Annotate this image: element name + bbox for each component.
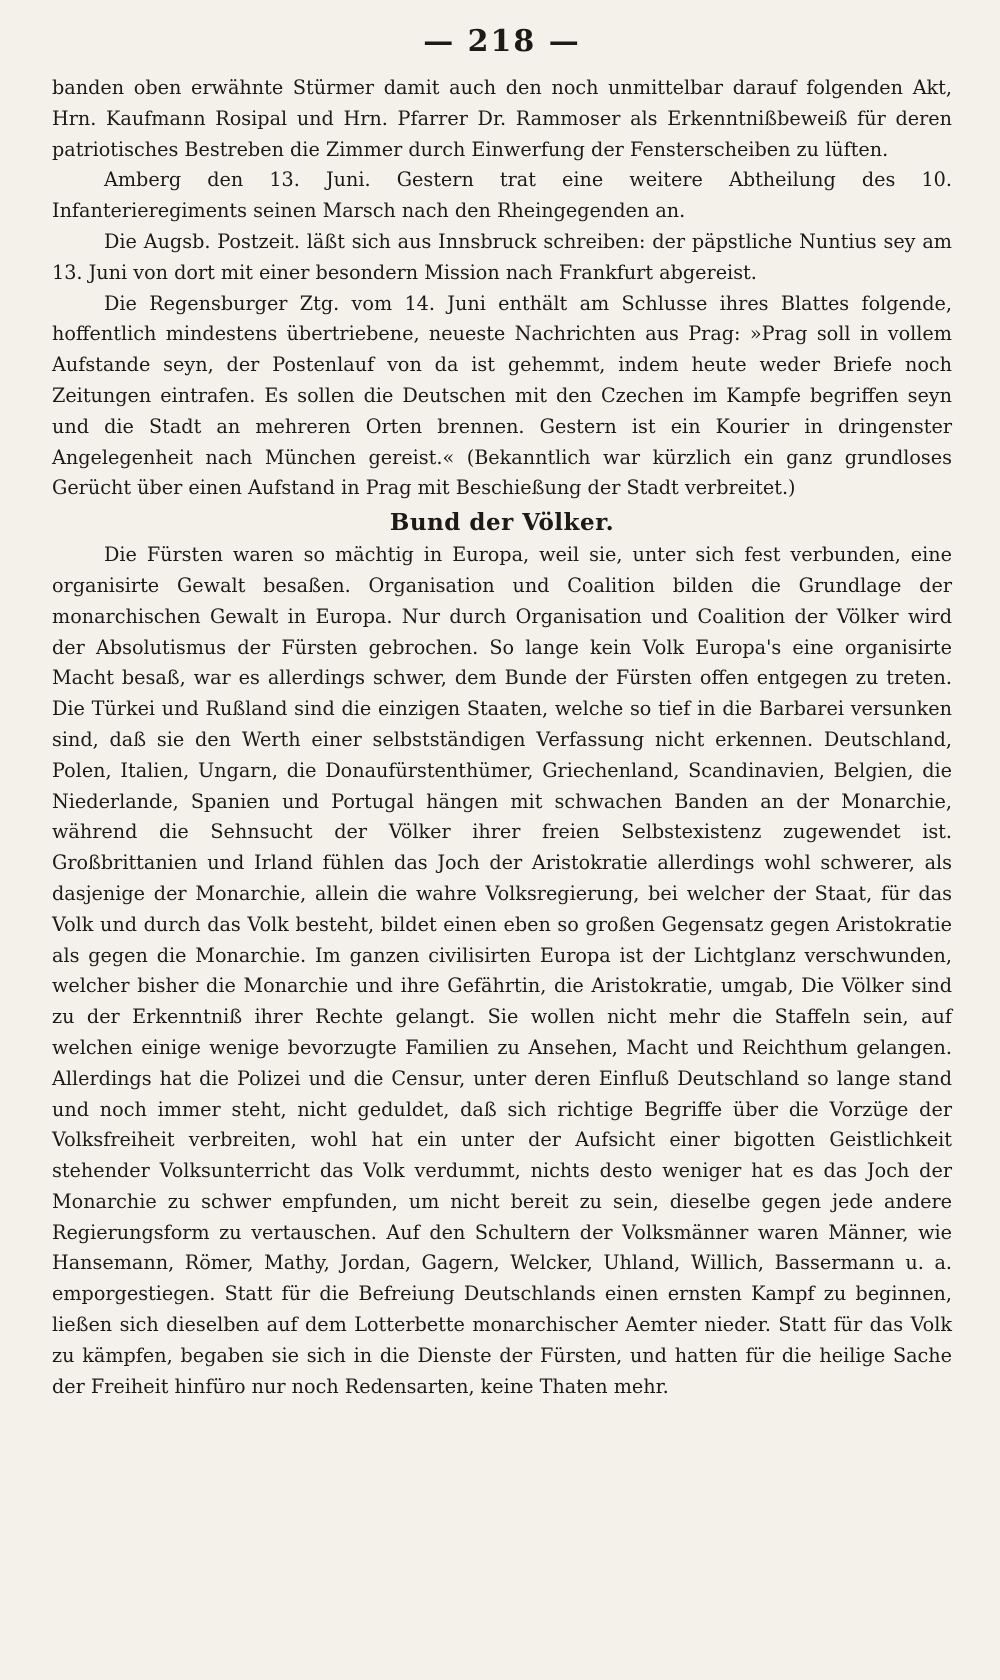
paragraph-amberg-news: Amberg den 13. Juni. Gestern trat eine weitere Abtheilung des 10. Infanterieregiments seinen Marsch nach den Rheingegenden an. bbox=[52, 168, 952, 223]
paragraph-continuation: banden oben erwähnte Stürmer damit auch den noch unmittelbar darauf folgenden Akt, Hrn. Kaufmann Rosipal und Hrn. Pfarrer Dr. Rammoser als Erkenntnißbeweiß für deren patriotisches Bestreben die Zimmer durch Einwerfung der Fensterscheiben zu lüften. bbox=[52, 76, 952, 161]
paragraph-innsbruck-news: Die Augsb. Postzeit. läßt sich aus Innsbruck schreiben: der päpstliche Nuntius sey am 13. Juni von dort mit einer besondern Mission nach Frankfurt abgereist. bbox=[52, 229, 952, 284]
page-number: — 218 — bbox=[423, 24, 581, 59]
section-body-paragraph: Die Fürsten waren so mächtig in Europa, weil sie, unter sich fest verbunden, eine organisirte Gewalt besaßen. Organisation und Coalition bilden die Grundlage der monarchischen Gewalt in Europa. Nur durch Organisation und Coalition der Völker wird der Absolutismus der Fürsten gebrochen. So lange kein Volk Europa's eine organisirte Macht besaß, war es allerdings schwer, dem Bunde der Fürsten offen entgegen zu treten. Die Türkei und Rußland sind die einzigen Staaten, welche so tief in die Barbarei versunken sind, daß sie den Werth einer selbstständigen Verfassung nicht erkennen. Deutschland, Polen, Italien, Ungarn, die Donaufürstenthümer, Griechenland, Scandinavien, Belgien, die Niederlande, Spanien und Portugal hängen mit schwachen Banden an der Monarchie, während die Sehnsucht der Völker ihrer freien Selbstexistenz zugewendet ist. Großbrittanien und Irland fühlen das Joch der Aristokratie allerdings wohl schwerer, als dasjenige der Monarchie, allein die wahre Volksregierung, bei welcher der Staat, für das Volk und durch das Volk besteht, bildet einen eben so großen Gegensatz gegen Aristokratie als gegen die Monarchie. Im ganzen civilisirten Europa ist der Lichtglanz verschwunden, welcher bisher die Monarchie und ihre Gefährtin, die Aristokratie, umgab, Die Völker sind zu der Erkenntniß ihrer Rechte gelangt. Sie wollen nicht mehr die Staffeln sein, auf welchen einige wenige bevorzugte Familien zu Ansehen, Macht und Reichthum gelangen. Allerdings hat die Polizei und die Censur, unter deren Einfluß Deutschland so lange stand und noch immer steht, nicht geduldet, daß sich richtige Begriffe über die Vorzüge der Volksfreiheit verbreiten, wohl hat ein unter der Aufsicht einer bigotten Geistlichkeit stehender Volksunterricht das Volk verdummt, nichts desto weniger hat es das Joch der Monarchie zu schwer empfunden, um nicht bereit zu sein, dieselbe gegen jede andere Regierungsform zu vertauschen. Auf den Schultern der Volksmänner waren Männer, wie Hansemann, Römer, Mathy, Jordan, Gagern, Welcker, Uhland, Willich, Bassermann u. a. emporgestiegen. Statt für die Befreiung Deutschlands einen ernsten Kampf zu beginnen, ließen sich dieselben auf dem Lotterbette monarchischer Aemter nieder. Statt für das Volk zu kämpfen, begaben sie sich in die Dienste der Fürsten, und hatten für die heilige Sache der Freiheit hinfüro nur noch Redensarten, keine Thaten mehr. bbox=[52, 543, 952, 1398]
paragraph-prag-news: Die Regensburger Ztg. vom 14. Juni enthält am Schlusse ihres Blattes folgende, hoffentlich mindestens übertriebene, neueste Nachrichten aus Prag: »Prag soll in vollem Aufstande seyn, der Postenlauf von da ist gehemmt, indem heute weder Briefe noch Zeitungen eintrafen. Es sollen die Deutschen mit den Czechen im Kampfe begriffen seyn und die Stadt an mehreren Orten brennen. Gestern ist ein Kourier in dringenster Angelegenheit nach München gereist.« (Bekanntlich war kürzlich ein ganz grundloses Gerücht über einen Aufstand in Prag mit Beschießung der Stadt verbreitet.) bbox=[52, 291, 952, 500]
section-heading: Bund der Völker. bbox=[389, 509, 615, 537]
